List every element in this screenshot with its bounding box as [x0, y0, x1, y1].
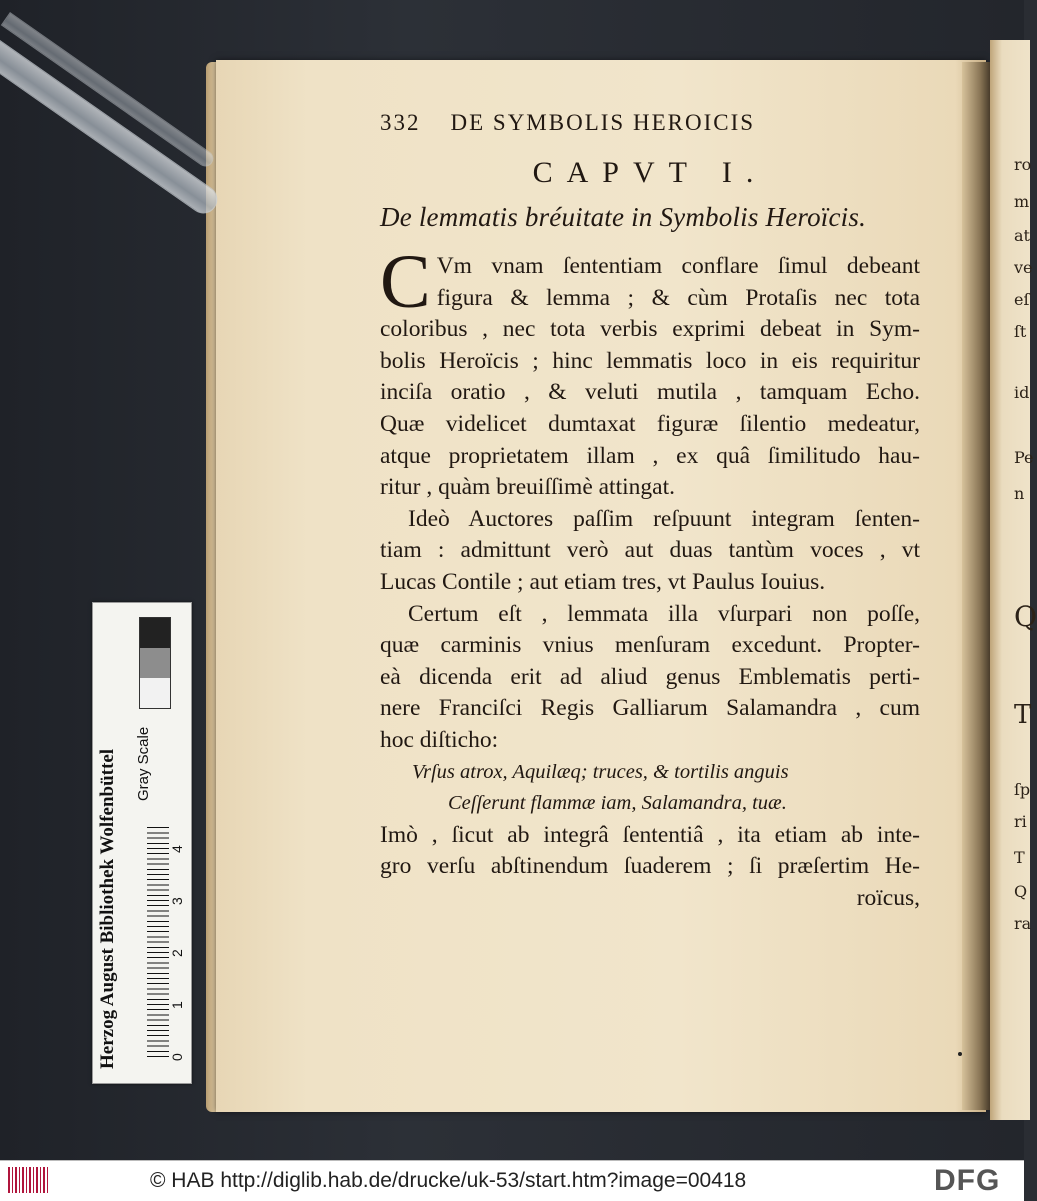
dfg-logo: DFG	[934, 1164, 1001, 1197]
paragraph-3	[380, 599, 920, 757]
ruler-number: 2	[169, 949, 185, 957]
text-line: inciſa oratio , & veluti mutila , tamquam Echo.	[380, 379, 920, 406]
gray-swatch-mid	[140, 648, 170, 678]
barcode-logo-icon	[8, 1167, 50, 1193]
gray-swatches	[139, 617, 171, 709]
text-line: eà dicenda erit ad aliud genus Emblematis perti-	[380, 663, 920, 690]
next-page-fragment: ve	[1014, 258, 1033, 277]
text-line: Certum eſt , lemmata illa vſurpari non poſſe,	[408, 600, 920, 627]
chapter-subtitle: De lemmatis bréuitate in Symbolis Heroïcis.	[380, 202, 867, 232]
source-citation: © HAB http://diglib.hab.de/drucke/uk-53/start.htm?image=00418	[150, 1169, 747, 1192]
catchword: roïcus,	[856, 884, 920, 911]
text-line: atque proprietatem illam , ex quâ ſimilitudo hau-	[380, 442, 920, 469]
drop-cap: C	[380, 240, 431, 324]
page-text	[380, 110, 920, 914]
gray-swatch-light	[140, 678, 170, 708]
text-line: coloribus , nec tota verbis exprimi debeat in Sym-	[380, 316, 920, 343]
next-page-fragment: ri	[1014, 812, 1027, 831]
gray-scale-card	[92, 602, 192, 1084]
text-line: gro verſu abſtinendum ſuaderem ; ſi præſertim He-	[380, 853, 920, 880]
cm-ruler	[147, 827, 185, 1061]
next-page-fragment: at	[1014, 226, 1030, 245]
running-head	[380, 110, 920, 136]
running-head-title: DE SYMBOLIS HEROICIS	[450, 110, 756, 135]
next-page-fragment: ſt	[1014, 322, 1027, 341]
next-page-fragment: ro	[1014, 155, 1032, 174]
next-page-fragment: Q	[1014, 882, 1028, 901]
text-line: ritur , quàm breuiſſimè attingat.	[380, 474, 675, 501]
library-name: Herzog August Bibliothek Wolfenbüttel	[97, 748, 118, 1069]
text-line: Quæ videlicet dumtaxat figuræ ſilentio medeatur,	[380, 410, 920, 437]
book-gutter	[962, 62, 992, 1110]
text-line: Ideò Auctores paſſim reſpuunt integram ſenten-	[408, 505, 920, 532]
next-page-fragment: ſp	[1014, 780, 1031, 799]
next-page-fragment: T	[1014, 700, 1032, 730]
next-page-fragment: T	[1014, 848, 1025, 867]
text-line: Imò , ſicut ab integrâ ſententiâ , ita etiam ab inte-	[380, 821, 920, 848]
verse-distich	[380, 757, 920, 820]
acrylic-page-weight	[0, 40, 223, 219]
chapter-heading: CAPVT I.	[532, 156, 768, 189]
next-page-fragment: Pe	[1014, 448, 1034, 467]
next-page-fragment: ra	[1014, 914, 1032, 933]
ruler-number: 3	[169, 897, 185, 905]
ruler-number: 0	[169, 1053, 185, 1061]
ruler-number: 1	[169, 1001, 185, 1009]
text-line: tiam : admittunt verò aut duas tantùm voces , vt	[380, 537, 920, 564]
next-page-fragment: n	[1014, 484, 1025, 503]
next-page-fragment: eſ	[1014, 290, 1030, 309]
text-line: figura & lemma ; & cùm Protaſis nec tota	[436, 284, 920, 311]
next-page-fragment: Q	[1014, 600, 1037, 633]
paragraph-4	[380, 820, 920, 915]
ruler-number: 4	[169, 845, 185, 853]
next-page-fragment: m	[1014, 192, 1030, 211]
text-line: Vm vnam ſententiam conflare ſimul debeant	[436, 253, 920, 279]
text-line: Lucas Contile ; aut etiam tres, vt Paulus Iouius.	[380, 568, 826, 595]
gray-swatch-dark	[140, 618, 170, 648]
text-line: bolis Heroïcis ; hinc lemmatis loco in eis requiritur	[380, 347, 920, 374]
page-number: 332	[380, 110, 421, 135]
verse-line: Vrſus atrox, Aquilæq; truces, & tortilis anguis	[412, 760, 789, 783]
text-line: hoc diſticho:	[380, 726, 499, 753]
next-page-edge	[990, 40, 1037, 1120]
gray-scale-card-content	[93, 603, 191, 1083]
verse-line: Ceſſerunt flammæ iam, Salamandra, tuæ.	[448, 792, 787, 815]
text-line: nere Franciſci Regis Galliarum Salamandra , cum	[380, 695, 920, 722]
body-text	[380, 240, 920, 914]
ink-dot	[958, 1052, 962, 1056]
text-line: quæ carminis vnius menſuram excedunt. Propter-	[380, 632, 920, 659]
next-page-fragment: id	[1014, 383, 1030, 402]
paragraph-2	[380, 504, 920, 599]
viewer-footer	[0, 1160, 1024, 1201]
paragraph-1	[380, 240, 920, 504]
gray-scale-label: Gray Scale	[135, 726, 152, 801]
